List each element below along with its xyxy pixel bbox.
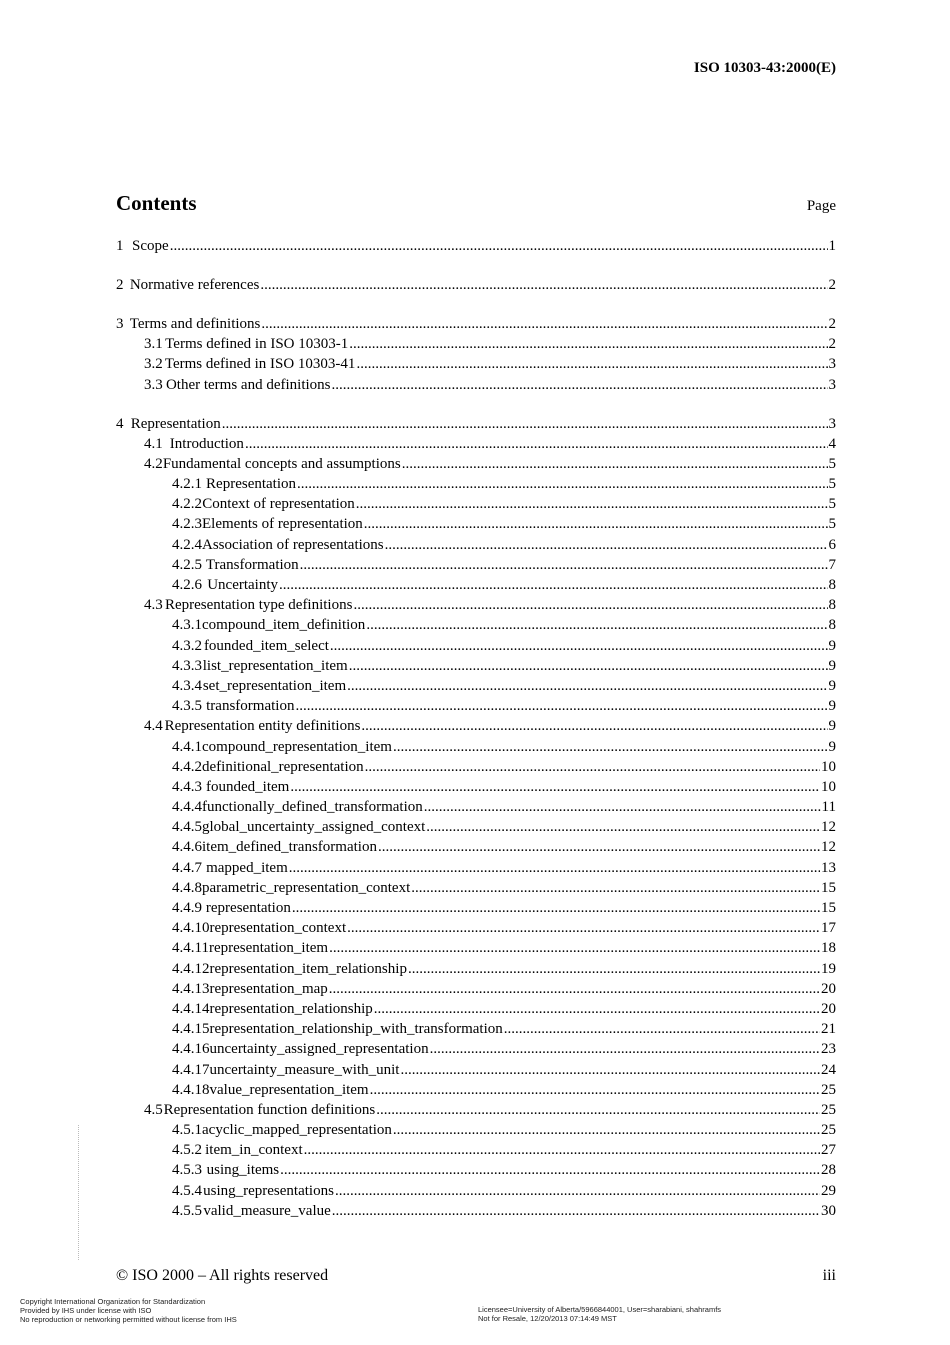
margin-watermark — [78, 1125, 81, 1260]
toc-entry[interactable] — [116, 1039, 836, 1059]
toc-entry[interactable] — [116, 777, 836, 797]
toc-page-number: 29 — [821, 1182, 836, 1199]
toc-page-number: 8 — [828, 617, 836, 634]
toc-leader-dots — [356, 354, 827, 374]
toc-leader-dots — [222, 414, 828, 434]
toc-entry[interactable] — [116, 918, 836, 938]
toc-section-number: 4.3.3 — [172, 657, 202, 674]
toc-section-title: definitional_representation — [202, 758, 364, 775]
toc-section-number: 4.2.2 — [172, 496, 202, 513]
toc-leader-dots — [332, 375, 828, 395]
toc-section-number: 4.2.1 — [172, 476, 202, 493]
toc-section-title: representation_item_relationship — [209, 960, 407, 977]
toc-section-title: compound_representation_item — [202, 738, 392, 755]
toc-section-title: compound_item_definition — [202, 617, 366, 634]
toc-leader-dots — [430, 1039, 820, 1059]
page-column-label: Page — [806, 198, 836, 214]
toc-section-title: uncertainty_measure_with_unit — [209, 1061, 400, 1078]
toc-leader-dots — [393, 1120, 820, 1140]
toc-page-number: 1 — [828, 238, 836, 254]
toc-section-title: Representation — [206, 476, 297, 493]
toc-entry[interactable] — [116, 716, 836, 736]
toc-section-number: 4.4 — [144, 718, 163, 735]
toc-leader-dots — [364, 514, 828, 534]
license-line: Licensee=University of Alberta/5966844001, User=sharabiani, shahramfs — [478, 1305, 722, 1314]
toc-leader-dots — [349, 334, 827, 354]
document-id: ISO 10303-43:2000(E) — [693, 60, 836, 76]
toc-leader-dots — [261, 314, 827, 334]
toc-section-title: representation_item — [208, 940, 329, 957]
toc-section-title: representation — [205, 900, 291, 917]
toc-leader-dots — [393, 737, 828, 757]
toc-section-number: 4.5.3 — [172, 1162, 202, 1179]
toc-page-number: 9 — [828, 718, 836, 735]
toc-entry[interactable] — [116, 898, 836, 918]
toc-page-number: 5 — [828, 455, 836, 472]
toc-section-number: 4.4.1 — [172, 738, 202, 755]
toc-entry[interactable] — [116, 1100, 836, 1120]
toc-entry[interactable] — [116, 555, 836, 575]
footer-page-number: iii — [822, 1267, 836, 1284]
toc-leader-dots — [411, 878, 820, 898]
toc-section-title: Introduction — [169, 435, 244, 452]
toc-section-title: mapped_item — [206, 859, 288, 876]
toc-entry[interactable] — [116, 676, 836, 696]
toc-leader-dots — [332, 1201, 820, 1221]
toc-leader-dots — [304, 1140, 820, 1160]
toc-section-title: uncertainty_assigned_representation — [209, 1041, 429, 1058]
toc-leader-dots — [297, 474, 827, 494]
toc-entry[interactable] — [116, 1140, 836, 1160]
toc-section-number: 4.2.5 — [172, 556, 202, 573]
toc-section-title: item_defined_transformation — [202, 839, 377, 856]
toc-section-title: Terms and definitions — [129, 315, 261, 332]
toc-section-number: 4.5.4 — [172, 1182, 202, 1199]
toc-page-number: 2 — [828, 315, 836, 332]
toc-leader-dots — [356, 494, 828, 514]
toc-section-number: 4.4.3 — [172, 778, 202, 795]
license-line: Not for Resale, 12/20/2013 07:14:49 MST — [478, 1314, 617, 1323]
toc-section-title: item_in_context — [205, 1142, 303, 1159]
toc-section-title: Fundamental concepts and assumptions — [162, 455, 401, 472]
toc-section-number: 4.3.1 — [172, 617, 202, 634]
toc-leader-dots — [245, 434, 828, 454]
toc-entry[interactable] — [116, 595, 836, 615]
toc-section-number: 4 — [116, 415, 124, 432]
toc-section-number: 4.4.5 — [172, 819, 202, 836]
footer-copyright: © ISO 2000 – All rights reserved — [116, 1267, 329, 1284]
toc-leader-dots — [353, 595, 827, 615]
toc-entry[interactable] — [116, 434, 836, 454]
toc-entry[interactable] — [116, 1019, 836, 1039]
toc-page-number: 8 — [828, 577, 836, 594]
toc-section-number: 4.4.10 — [172, 920, 210, 937]
toc-section-title: Scope — [132, 238, 169, 254]
toc-page-number: 7 — [828, 556, 836, 573]
toc-section-title: acyclic_mapped_representation — [202, 1122, 392, 1139]
toc-section-title: valid_measure_value — [203, 1202, 331, 1219]
toc-leader-dots — [290, 777, 820, 797]
toc-section-title: using_representations — [203, 1182, 334, 1199]
toc-section-number: 4.4.12 — [172, 960, 210, 977]
toc-section-number: 4.4.14 — [172, 1000, 210, 1017]
toc-section-number: 4.4.9 — [172, 900, 202, 917]
toc-section-title: Representation function definitions — [163, 1101, 376, 1118]
toc-page-number: 8 — [828, 597, 836, 614]
toc-entry[interactable] — [116, 1120, 836, 1140]
toc-page-number: 15 — [821, 900, 836, 917]
toc-page-number: 4 — [828, 435, 836, 452]
toc-section-title: representation_relationship — [209, 1000, 373, 1017]
toc-entry[interactable] — [116, 414, 836, 434]
license-line: Copyright International Organization for Standardization — [20, 1297, 206, 1306]
toc-page-number: 9 — [828, 738, 836, 755]
toc-page-number: 10 — [821, 778, 836, 795]
toc-page-number: 17 — [821, 920, 836, 937]
toc-entry[interactable] — [116, 656, 836, 676]
toc-entry[interactable] — [116, 275, 836, 295]
toc-entry[interactable] — [116, 737, 836, 757]
toc-entry[interactable] — [116, 334, 836, 354]
toc-page-number: 21 — [821, 1021, 836, 1038]
toc-section-number: 4.2.3 — [172, 516, 202, 533]
toc-leader-dots — [329, 938, 820, 958]
table-of-contents — [116, 236, 836, 1221]
toc-page-number: 5 — [828, 516, 836, 533]
toc-page-number: 6 — [828, 536, 836, 553]
toc-section-title: Normative references — [129, 276, 260, 293]
toc-leader-dots — [295, 696, 827, 716]
toc-leader-dots — [292, 898, 820, 918]
toc-entry[interactable] — [116, 979, 836, 999]
toc-section-title: Context of representation — [202, 496, 355, 513]
toc-page-number: 23 — [821, 1041, 836, 1058]
toc-leader-dots — [335, 1181, 820, 1201]
contents-heading: Contents — [116, 191, 197, 215]
toc-section-number: 3 — [116, 315, 124, 332]
toc-page-number: 9 — [828, 637, 836, 654]
toc-section-number: 4.5.1 — [172, 1122, 202, 1139]
toc-page-number: 9 — [828, 657, 836, 674]
toc-entry[interactable] — [116, 817, 836, 837]
toc-section-title: set_representation_item — [202, 677, 347, 694]
toc-section-number: 4.2 — [144, 455, 163, 472]
toc-section-number: 4.2.4 — [172, 536, 202, 553]
toc-section-number: 4.4.8 — [172, 879, 202, 896]
toc-entry[interactable] — [116, 999, 836, 1019]
toc-section-number: 3.1 — [144, 336, 163, 353]
toc-section-title: Representation — [130, 415, 221, 432]
toc-page-number: 18 — [821, 940, 836, 957]
license-notice-right — [478, 1305, 721, 1323]
toc-entry[interactable] — [116, 1201, 836, 1221]
toc-section-number: 4.5.5 — [172, 1202, 202, 1219]
toc-leader-dots — [347, 918, 820, 938]
toc-section-number: 4.4.18 — [172, 1081, 210, 1098]
toc-entry[interactable] — [116, 236, 836, 256]
toc-section-number: 4.3.5 — [172, 698, 202, 715]
toc-page-number: 24 — [821, 1061, 836, 1078]
toc-entry[interactable] — [116, 314, 836, 334]
toc-leader-dots — [370, 1080, 820, 1100]
toc-entry[interactable] — [116, 514, 836, 534]
toc-section-title: representation_relationship_with_transformation — [209, 1021, 503, 1038]
toc-leader-dots — [408, 959, 820, 979]
toc-section-number: 4.3 — [144, 597, 163, 614]
toc-page-number: 19 — [821, 960, 836, 977]
toc-section-number: 4.4.6 — [172, 839, 202, 856]
toc-page-number: 10 — [821, 758, 836, 775]
toc-section-title: global_uncertainty_assigned_context — [202, 819, 426, 836]
toc-leader-dots — [424, 797, 821, 817]
toc-leader-dots — [376, 1100, 820, 1120]
toc-leader-dots — [361, 716, 827, 736]
toc-page-number: 3 — [828, 376, 836, 393]
toc-entry[interactable] — [116, 454, 836, 474]
toc-page-number: 27 — [821, 1142, 836, 1159]
toc-section-title: Uncertainty — [207, 577, 279, 594]
toc-section-title: value_representation_item — [209, 1081, 369, 1098]
toc-section-title: Representation entity definitions — [164, 718, 361, 735]
toc-page-number: 3 — [828, 356, 836, 373]
license-notice-left — [20, 1297, 237, 1324]
toc-leader-dots — [329, 979, 820, 999]
toc-section-title: using_items — [206, 1162, 280, 1179]
toc-leader-dots — [289, 858, 820, 878]
toc-page-number: 12 — [821, 839, 836, 856]
toc-entry[interactable] — [116, 837, 836, 857]
toc-entry[interactable] — [116, 878, 836, 898]
toc-page-number: 5 — [828, 496, 836, 513]
toc-entry[interactable] — [116, 615, 836, 635]
toc-section-title: Terms defined in ISO 10303-1 — [165, 336, 349, 353]
toc-section-number: 1 — [116, 238, 124, 254]
toc-leader-dots — [365, 757, 820, 777]
toc-section-title: list_representation_item — [202, 657, 348, 674]
toc-leader-dots — [366, 615, 827, 635]
toc-entry[interactable] — [116, 938, 836, 958]
toc-page-number: 25 — [821, 1081, 836, 1098]
toc-entry[interactable] — [116, 959, 836, 979]
toc-leader-dots — [504, 1019, 820, 1039]
toc-entry[interactable] — [116, 354, 836, 374]
toc-page-number: 5 — [828, 476, 836, 493]
toc-entry[interactable] — [116, 575, 836, 595]
toc-section-number: 3.3 — [144, 376, 163, 393]
toc-entry[interactable] — [116, 757, 836, 777]
toc-page-number: 3 — [828, 415, 836, 432]
toc-section-title: functionally_defined_transformation — [202, 799, 423, 816]
toc-leader-dots — [347, 676, 827, 696]
toc-leader-dots — [260, 275, 827, 295]
toc-page-number: 2 — [828, 276, 836, 293]
toc-section-title: transformation — [206, 698, 295, 715]
toc-leader-dots — [280, 1160, 820, 1180]
toc-section-number: 4.4.11 — [172, 940, 209, 957]
toc-section-number: 2 — [116, 276, 124, 293]
toc-section-title: representation_context — [209, 920, 347, 937]
toc-page-number: 25 — [821, 1122, 836, 1139]
toc-section-number: 4.5.2 — [172, 1142, 202, 1159]
toc-section-number: 4.4.15 — [172, 1021, 210, 1038]
toc-section-number: 4.4.17 — [172, 1061, 210, 1078]
toc-entry[interactable] — [116, 375, 836, 395]
license-line: Provided by IHS under license with ISO — [20, 1306, 152, 1315]
toc-leader-dots — [402, 454, 828, 474]
license-line: No reproduction or networking permitted without license from IHS — [20, 1315, 237, 1324]
toc-section-number: 4.4.16 — [172, 1041, 210, 1058]
toc-section-number: 4.2.6 — [172, 577, 202, 594]
toc-section-number: 4.4.2 — [172, 758, 202, 775]
toc-section-title: Transformation — [205, 556, 299, 573]
toc-entry[interactable] — [116, 535, 836, 555]
toc-entry[interactable] — [116, 797, 836, 817]
toc-page-number: 28 — [821, 1162, 836, 1179]
toc-page-number: 12 — [821, 819, 836, 836]
toc-page-number: 13 — [821, 859, 836, 876]
toc-page-number: 15 — [821, 879, 836, 896]
toc-section-number: 4.4.13 — [172, 980, 210, 997]
toc-section-title: founded_item — [206, 778, 290, 795]
toc-section-title: parametric_representation_context — [202, 879, 411, 896]
toc-page-number: 9 — [828, 677, 836, 694]
toc-entry[interactable] — [116, 858, 836, 878]
toc-page-number: 25 — [821, 1101, 836, 1118]
toc-entry[interactable] — [116, 1160, 836, 1180]
toc-section-title: Representation type definitions — [164, 597, 353, 614]
toc-page-number: 2 — [828, 336, 836, 353]
toc-page-number: 9 — [828, 698, 836, 715]
toc-section-number: 4.4.4 — [172, 799, 202, 816]
toc-section-number: 4.3.2 — [172, 637, 202, 654]
toc-section-number: 3.2 — [144, 356, 163, 373]
toc-entry[interactable] — [116, 636, 836, 656]
toc-entry[interactable] — [116, 1080, 836, 1100]
toc-page-number: 20 — [821, 980, 836, 997]
toc-section-number: 4.1 — [144, 435, 163, 452]
toc-leader-dots — [170, 236, 828, 256]
toc-section-number: 4.3.4 — [172, 677, 202, 694]
toc-entry[interactable] — [116, 1181, 836, 1201]
toc-entry[interactable] — [116, 494, 836, 514]
toc-leader-dots — [426, 817, 820, 837]
toc-leader-dots — [374, 999, 820, 1019]
toc-leader-dots — [330, 636, 828, 656]
toc-section-title: Terms defined in ISO 10303-41 — [164, 356, 356, 373]
toc-leader-dots — [300, 555, 828, 575]
toc-entry[interactable] — [116, 474, 836, 494]
toc-page-number: 11 — [821, 799, 836, 816]
toc-section-title: Other terms and definitions — [165, 376, 331, 393]
toc-section-title: Association of representations — [202, 536, 384, 553]
toc-entry[interactable] — [116, 1060, 836, 1080]
toc-leader-dots — [378, 837, 820, 857]
toc-section-title: representation_map — [209, 980, 328, 997]
toc-section-number: 4.4.7 — [172, 859, 202, 876]
toc-page-number: 30 — [821, 1202, 836, 1219]
toc-section-title: founded_item_select — [203, 637, 329, 654]
toc-leader-dots — [400, 1060, 820, 1080]
toc-entry[interactable] — [116, 696, 836, 716]
toc-leader-dots — [349, 656, 828, 676]
toc-section-number: 4.5 — [144, 1101, 163, 1118]
toc-leader-dots — [385, 535, 828, 555]
toc-section-title: Elements of representation — [202, 516, 363, 533]
toc-leader-dots — [279, 575, 827, 595]
toc-page-number: 20 — [821, 1000, 836, 1017]
